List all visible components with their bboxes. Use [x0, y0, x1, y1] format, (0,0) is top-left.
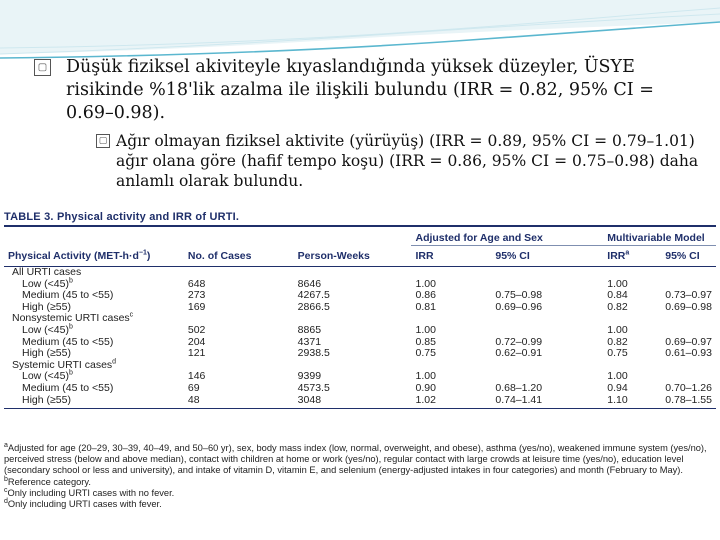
footnote-mark: d	[4, 497, 8, 505]
cell-cases: 146	[187, 370, 206, 383]
footnote-mark: b	[4, 475, 8, 483]
cell-irr: 0.85	[415, 335, 436, 348]
cell-person-weeks: 9399	[297, 370, 322, 383]
row-label: Medium (45 to <55)	[22, 335, 114, 348]
cell-ci: 0.72–0.99	[495, 335, 543, 348]
footnote	[4, 488, 716, 499]
bullet-main-text: Düşük fiziksel akiviteyle kıyaslandığında yüksek düzeyler, ÜSYE risikinde %18'lik azalma ile ilişkili bulundu (IRR = 0.82, 95% CI = 0.69–0.98).	[66, 57, 654, 123]
group-header-multivariable: Multivariable Model	[587, 230, 716, 246]
footnote-text: Only including URTI cases with fever.	[7, 499, 162, 510]
cell-irr: 0.90	[415, 381, 436, 394]
cell-irr: 1.00	[415, 277, 436, 290]
bullet-main	[34, 56, 704, 125]
footnote-text: Only including URTI cases with no fever.	[7, 487, 175, 498]
cell-ci-mv	[661, 325, 716, 337]
cell-ci: 0.69–0.96	[495, 300, 543, 313]
checkbox-bullet-icon: ▢	[34, 59, 51, 76]
cell-irr-mv: 1.10	[607, 393, 628, 406]
cell-person-weeks: 2866.5	[297, 300, 330, 313]
table-label: TABLE 3.	[4, 211, 54, 223]
cell-person-weeks: 8865	[297, 323, 322, 336]
col-header-activity: Physical Activity $(MET-h\cdot d^{-1})$	[4, 246, 184, 267]
table-body	[4, 267, 716, 407]
table-caption: Physical activity and IRR of URTI.	[56, 211, 240, 223]
cell-cases: 48	[187, 393, 200, 406]
cell-irr: 0.86	[415, 289, 436, 302]
cell-irr-mv: 0.82	[607, 335, 628, 348]
row-label: High (≥55)	[22, 393, 71, 406]
footnote	[4, 499, 716, 510]
footnote	[4, 477, 716, 488]
cell-irr-mv: 0.94	[607, 381, 628, 394]
cell-ci: 0.62–0.91	[495, 347, 543, 360]
cell-ci: 0.74–1.41	[495, 393, 543, 406]
cell-ci-mv: 0.73–0.97	[665, 289, 712, 302]
data-table	[4, 225, 716, 409]
row-label: Medium (45 to <55)	[22, 381, 114, 394]
cell-person-weeks: 3048	[297, 393, 322, 406]
cell-cases: 648	[187, 277, 206, 290]
col-header-ci-mv: 95% CI	[661, 246, 716, 267]
footnote-text: Adjusted for age (20–29, 30–39, 40–49, and 50–60 yr), sex, body mass index (low, normal, overweight, and obese), asthma (yes/no), weakened immune system (yes/no), perceived stress (below and above median), contact with children at home or work (yes/no), regular contact with large crowds at leisure time (yes/no), education level (secondary school or less and university), and intake of vitamin D, vitamin E, and selenium (energy-adjusted intakes in four categories) and month (February to May).	[4, 443, 707, 476]
cell-person-weeks: 2938.5	[297, 347, 330, 360]
cell-person-weeks: 4267.5	[297, 289, 330, 302]
table-row	[4, 395, 716, 407]
cell-cases: 69	[187, 381, 200, 394]
row-label: Medium (45 to <55)	[22, 289, 114, 302]
cell-irr-mv: 1.00	[607, 323, 628, 336]
cell-person-weeks: 8646	[297, 277, 322, 290]
cell-cases: 204	[187, 335, 206, 348]
cell-irr-mv: 1.00	[607, 277, 628, 290]
footnote-mark: a	[4, 441, 8, 449]
cell-irr: 1.00	[415, 370, 436, 383]
checkbox-bullet-icon: ▢	[96, 134, 110, 148]
footnote-mark: c	[4, 486, 8, 494]
group-header-adjusted: Adjusted for Age and Sex	[411, 230, 587, 246]
row-label: Low (<45)$^b$	[22, 277, 73, 290]
cell-cases: 169	[187, 300, 206, 313]
section-title: All URTI cases	[12, 266, 82, 278]
cell-ci-mv: 0.78–1.55	[665, 393, 712, 406]
footnote	[4, 443, 716, 477]
cell-ci: 0.75–0.98	[495, 289, 543, 302]
cell-ci-mv: 0.69–0.97	[665, 335, 712, 348]
table-title	[4, 211, 716, 223]
cell-cases: 273	[187, 289, 206, 302]
cell-irr-mv: 0.75	[607, 347, 628, 360]
row-label: Low (<45)$^b$	[22, 323, 73, 336]
cell-ci: 0.68–1.20	[495, 381, 543, 394]
section-header-row	[4, 267, 716, 279]
cell-cases: 121	[187, 347, 206, 360]
col-header-irr-mv: IRR$^a$	[587, 246, 661, 267]
cell-irr: 0.81	[415, 300, 436, 313]
cell-cases: 502	[187, 323, 206, 336]
table-figure	[4, 211, 716, 529]
cell-ci-mv: 0.61–0.93	[665, 347, 712, 360]
cell-ci-mv: 0.70–1.26	[665, 381, 712, 394]
cell-irr: 1.02	[415, 393, 436, 406]
row-label: High (≥55)	[22, 347, 71, 360]
bullet-sub-text: Ağır olmayan fiziksel aktivite (yürüyüş) (IRR = 0.89, 95% CI = 0.79–1.01) ağır olana göre (hafif tempo koşu) (IRR = 0.86, 95% CI = 0.75–0.98) daha anlamlı olarak bulundu.	[116, 132, 699, 190]
cell-irr-mv: 1.00	[607, 370, 628, 383]
bullet-sub	[84, 131, 704, 191]
cell-ci	[491, 325, 587, 337]
section-title: Systemic URTI cases$^d$	[12, 358, 117, 371]
cell-irr: 1.00	[415, 323, 436, 336]
cell-person-weeks: 4371	[297, 335, 322, 348]
table-row	[4, 383, 716, 395]
cell-irr-mv: 0.84	[607, 289, 628, 302]
cell-irr-mv: 0.82	[607, 300, 628, 313]
row-label: High (≥55)	[22, 300, 71, 313]
footnote-text: Reference category.	[7, 476, 91, 487]
row-label: Low (<45)$^b$	[22, 369, 73, 383]
slide-bullets	[34, 56, 704, 191]
cell-person-weeks: 4573.5	[297, 381, 330, 394]
col-header-ci: 95% CI	[491, 246, 587, 267]
col-header-cases: No. of Cases	[184, 246, 294, 267]
cell-ci-mv: 0.69–0.98	[665, 300, 712, 313]
cell-irr: 0.75	[415, 347, 436, 360]
section-title: Nonsystemic URTI cases$^c$	[12, 311, 134, 325]
col-header-irr: IRR	[411, 246, 491, 267]
table-footnotes	[4, 443, 716, 510]
col-header-person-weeks: Person-Weeks	[294, 246, 412, 267]
